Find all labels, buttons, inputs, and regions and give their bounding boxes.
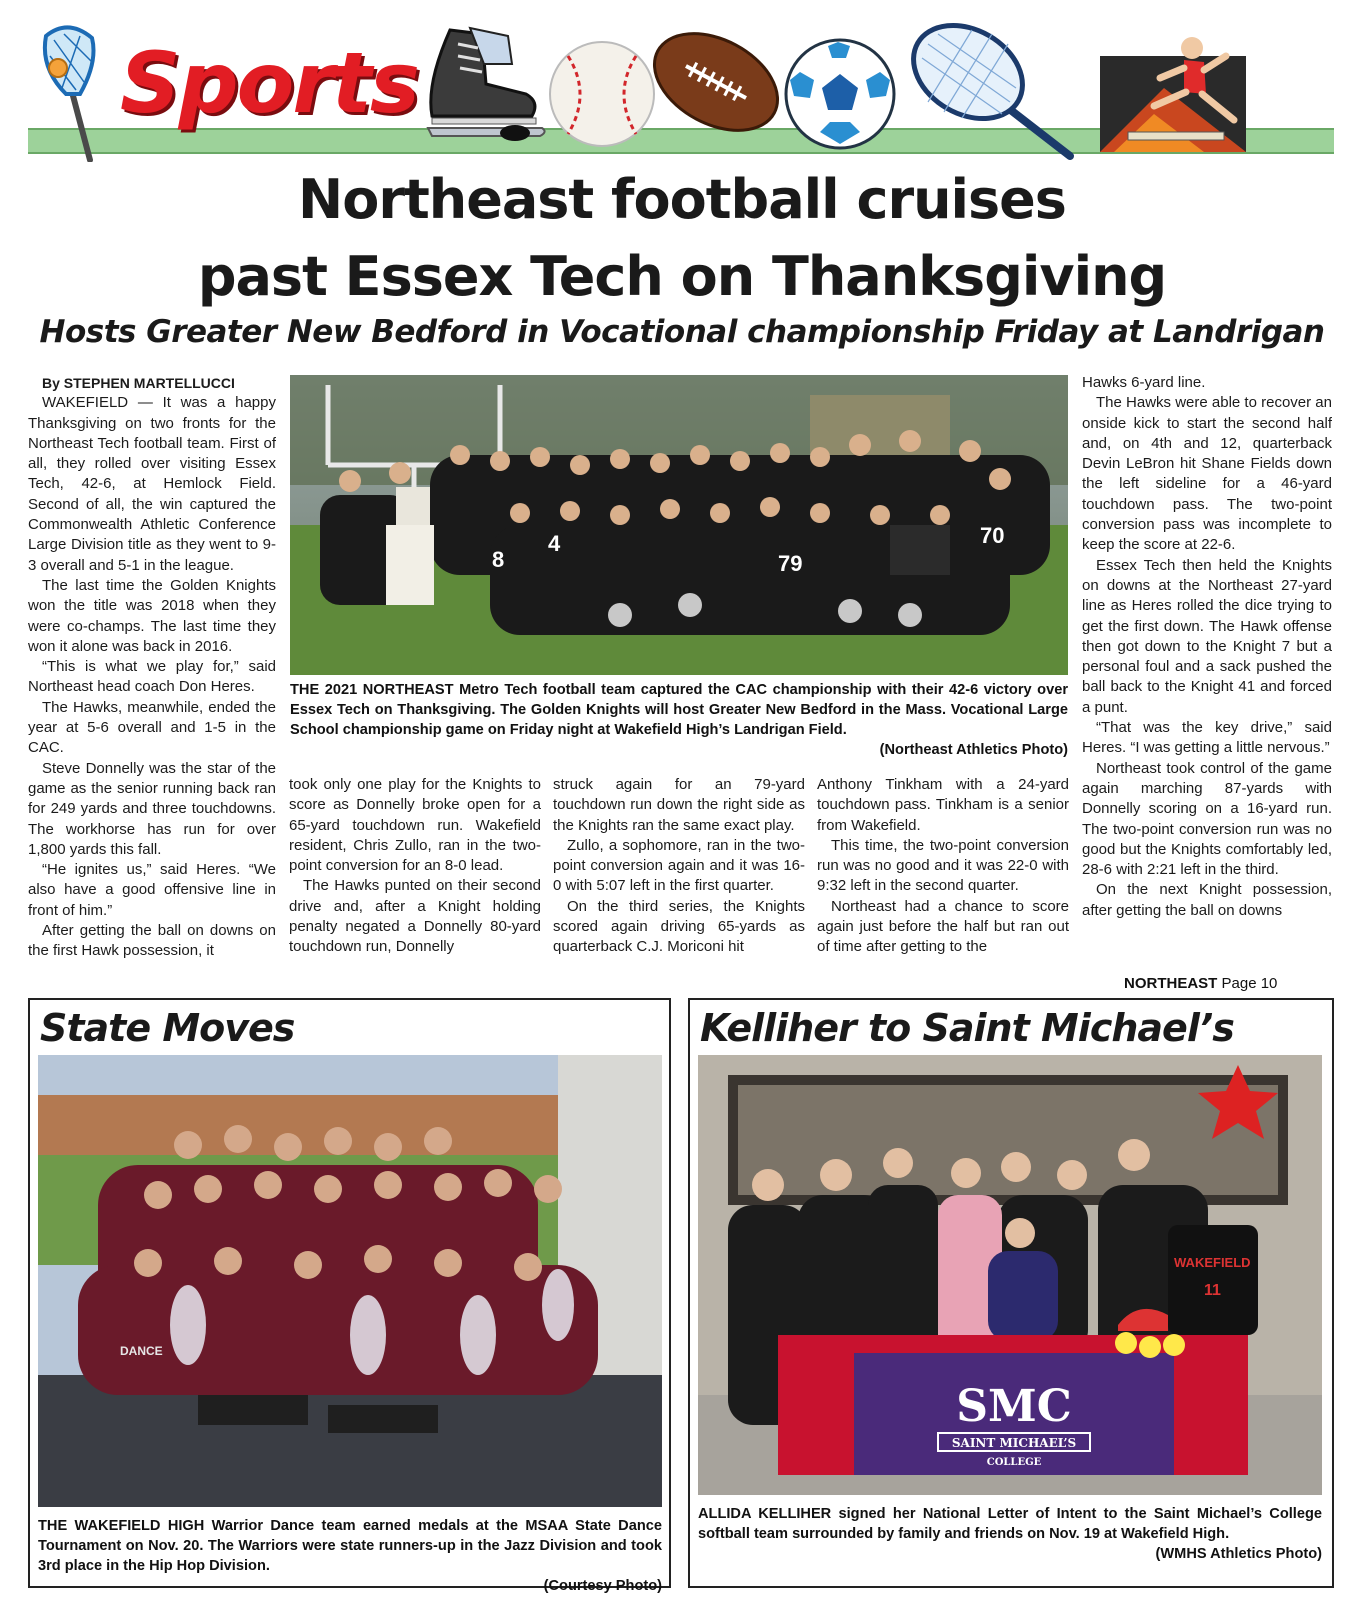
paragraph: Hawks 6-yard line. [1082,374,1206,391]
baseball-icon [546,38,658,150]
kelliher-box [688,998,1334,1588]
headline-line-1: Northeast football cruises [298,168,1066,231]
paragraph: The Hawks punted on their second drive and, after a Knight holding penalty negated a Donnelly 80-yard touchdown run, Donnelly [289,877,541,956]
signing-photo [698,1055,1322,1495]
state-moves-caption [38,1516,662,1596]
football-team-photo [290,375,1068,675]
paragraph: Steve Donnelly was the star of the game as the senior running back ran for 249 yards and three touchdowns. The workhorse has run for over 1,800 yards this fall. [28,759,276,858]
paragraph: The Hawks were able to recover an onside kick to start the second half and, on 4th and 12, quarterback Devin LeBron hit Shane Fields down the left sideline for a 46-yard touchdown pass. The two-point conversion pass was incomplete to keep the score at 22-6. [1082,394,1332,554]
shirt-text: DANCE [120,1344,163,1358]
kelliher-caption [698,1504,1322,1564]
photo-credit: (Courtesy Photo) [543,1578,662,1594]
paragraph: “He ignites us,” said Heres. “We also have a good offensive line in front of him.” [28,861,276,919]
jersey-number: 11 [1204,1282,1221,1299]
section-title: Sports [120,34,418,132]
paragraph: “That was the key drive,” said Heres. “I was getting a little nervous.” [1082,719,1332,757]
jump-page: Page 10 [1221,975,1278,992]
paragraph: Zullo, a sophomore, ran in the two-point conversion again and it was 16-0 with 5:07 left in the first quarter. [553,836,805,895]
article-column-1 [28,373,276,981]
paragraph: Northeast took control of the game again marching 87-yards with Donnelly scoring on a 16-yard run. The two-point conversion run was no good but the Knights comfortably led, 28-6 with 2:21 left in the third. [1082,759,1332,879]
jersey-number: 79 [778,551,803,576]
kelliher-title: Kelliher to Saint Michael’s [700,1006,1234,1050]
football-photo-caption [290,680,1068,760]
jersey-text: WAKEFIELD [1174,1255,1251,1270]
paragraph: After getting the ball on downs on the first Hawk possession, it [28,922,276,960]
continued-on-page[interactable] [1124,975,1277,992]
paragraph: WAKEFIELD — It was a happy Thanksgiving on two fronts for the Northeast Tech football team. First of all, they rolled over visiting Essex Tech, 42-6, at Hemlock Field. Second of all, the win captured the Commonwealth Athletic Conference Large Division title as they went to 9-3 overall and 5-1 in the league. [28,394,276,574]
soccer-ball-icon [780,36,900,152]
caption-text: THE WAKEFIELD HIGH Warrior Dance team earned medals at the MSAA State Dance Tournament on Nov. 20. The Warriors were state runners-up in the Jazz Division and took 3rd place in the Hip Hop Division. [38,1518,662,1574]
sports-masthead [28,14,1334,164]
tennis-racket-icon [898,20,1078,160]
football-icon [646,20,786,144]
paragraph: took only one play for the Knights to score as Donnelly broke open for a 65-yard touchdown run. Wakefield resident, Chris Zullo, ran in the two-point conversion for an 8-0 lead. [289,776,541,875]
headline-line-2: past Essex Tech on Thanksgiving [197,245,1167,308]
photo-credit: (WMHS Athletics Photo) [1155,1546,1322,1562]
hockey-puck-icon [498,122,532,144]
banner-smc: SMC [956,1381,1072,1432]
article-column-2 [289,775,541,981]
article-column-4 [817,775,1069,981]
paragraph: Essex Tech then held the Knights on downs at the Northeast 27-yard line as Heres rolled the dice trying to get the first down. The Hawk offense then got down to the Knight 7 but a personal foul and a sack pushed the ball back to the Knight 41 and forced a punt. [1082,556,1332,716]
paragraph: struck again for an 79-yard touchdown run down the right side as the Knights ran the same exact play. [553,776,805,834]
lacrosse-stick-icon [32,22,104,162]
photo-credit: (Northeast Athletics Photo) [879,742,1068,758]
banner-college-name: SAINT MICHAEL’S [951,1436,1077,1450]
jump-label: NORTHEAST [1124,975,1218,992]
paragraph: The last time the Golden Knights won the title was 2018 when they were co-champs. The last time they won it alone was back in 2016. [28,576,276,655]
caption-text: ALLIDA KELLIHER signed her National Letter of Intent to the Saint Michael’s College softball team surrounded by family and friends on Nov. 19 at Wakefield High. [698,1506,1322,1542]
dance-team-photo [38,1055,662,1507]
caption-text: THE 2021 NORTHEAST Metro Tech football team captured the CAC championship with their 42-6 victory over Essex Tech on Thanksgiving. The Golden Knights will host Greater New Bedford in the Mass. Vocational Large School championship game on Friday night at Wakefield High’s Landrigan Field. [290,682,1068,738]
state-moves-title: State Moves [40,1006,295,1050]
hurdler-icon [1094,28,1254,154]
jersey-number: 70 [980,523,1005,548]
article-column-3 [553,775,805,981]
paragraph: “This is what we play for,” said Northeast head coach Don Heres. [28,658,276,696]
paragraph: On the third series, the Knights scored again driving 65-yards as quarterback C.J. Moriconi hit [553,897,805,956]
jersey-number: 8 [492,547,505,572]
subheadline: Hosts Greater New Bedford in Vocational championship Friday at Landrigan [39,314,1325,350]
paragraph: Anthony Tinkham with a 24-yard touchdown pass. Tinkham is a senior from Wakefield. [817,776,1069,834]
byline: By STEPHEN MARTELLUCCI [42,375,235,391]
paragraph: This time, the two-point conversion run was no good and it was 22-0 with 9:32 left in the second quarter. [817,836,1069,895]
state-moves-box [28,998,671,1594]
paragraph: On the next Knight possession, after getting the ball on downs [1082,881,1332,919]
jersey-number: 4 [548,531,561,556]
paragraph: The Hawks, meanwhile, ended the year at 5-6 overall and 1-5 in the CAC. [28,698,276,757]
article-column-5 [1082,373,1332,981]
banner-college: COLLEGE [986,1457,1042,1468]
paragraph: Northeast had a chance to score again just before the half but ran out of time after getting to the [817,897,1069,956]
